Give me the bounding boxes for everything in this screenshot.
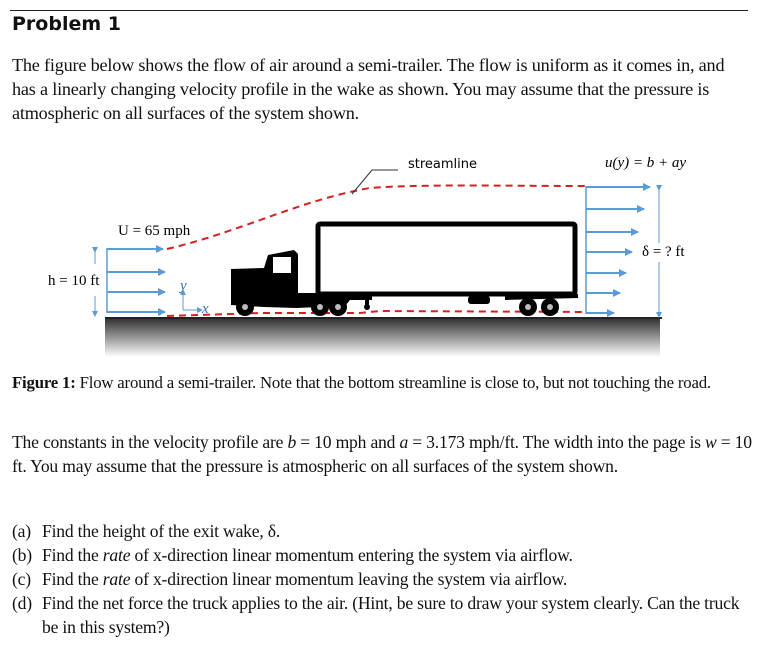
axis-y-label: y: [180, 278, 187, 294]
emphasis: rate: [102, 569, 131, 589]
streamline-leader: [352, 170, 372, 194]
text: = 10 mph and: [296, 432, 400, 452]
question-a: [12, 519, 752, 543]
question-label: (a): [12, 521, 31, 541]
inlet-height-label: h = 10 ft: [48, 273, 100, 289]
emphasis: rate: [102, 545, 131, 565]
coordinate-axes: [183, 292, 200, 310]
symbol-w: w: [705, 432, 717, 452]
inlet-velocity-profile: [95, 248, 165, 314]
question-c: [12, 567, 752, 591]
semi-truck: [231, 224, 578, 316]
question-label: (b): [12, 545, 32, 565]
question-d: [12, 591, 752, 639]
wake-height-label: δ = ? ft: [642, 244, 685, 260]
question-text: Find the net force the truck applies to the air. (Hint, be sure to draw your system clearly. Can the truck be in this system?): [42, 593, 740, 637]
symbol-b: b: [287, 432, 297, 452]
question-label: (c): [12, 569, 31, 589]
question-list: [12, 519, 752, 639]
axis-x-label: x: [202, 301, 209, 317]
text: = 10 ft. You may assume that the pressure is atmospheric on all surfaces of the system shown.: [12, 432, 752, 476]
text: = 3.173 mph/ft. The width into the page is: [408, 432, 705, 452]
figure-caption: [12, 372, 752, 394]
inlet-velocity-label: U = 65 mph: [118, 223, 191, 239]
streamline-label: streamline: [408, 157, 478, 172]
constants-paragraph: [12, 430, 752, 478]
question-text: Find the: [42, 545, 103, 565]
question-b: [12, 543, 752, 567]
question-text: of x-direction linear momentum leaving the system via airflow.: [130, 569, 568, 589]
caption-text: Flow around a semi-trailer. Note that the bottom streamline is close to, but not touching the road.: [79, 373, 711, 392]
road: [105, 317, 662, 357]
problem-intro: The figure below shows the flow of air around a semi-trailer. The flow is uniform as it comes in, and has a linearly changing velocity profile in the wake as shown. You may assume that the pressure is atmospheric on all surfaces of the system shown.: [12, 55, 725, 123]
caption-label: Figure 1:: [12, 373, 76, 392]
question-text: of x-direction linear momentum entering the system via airflow.: [130, 545, 573, 565]
question-text: Find the height of the exit wake, δ.: [42, 521, 281, 541]
question-label: (d): [12, 593, 32, 613]
symbol-a: a: [399, 432, 409, 452]
text: The constants in the velocity profile are: [12, 432, 288, 452]
profile-equation: u(y) = b + ay: [605, 155, 687, 171]
question-text: Find the: [42, 569, 103, 589]
problem-title: Problem 1: [12, 13, 121, 35]
